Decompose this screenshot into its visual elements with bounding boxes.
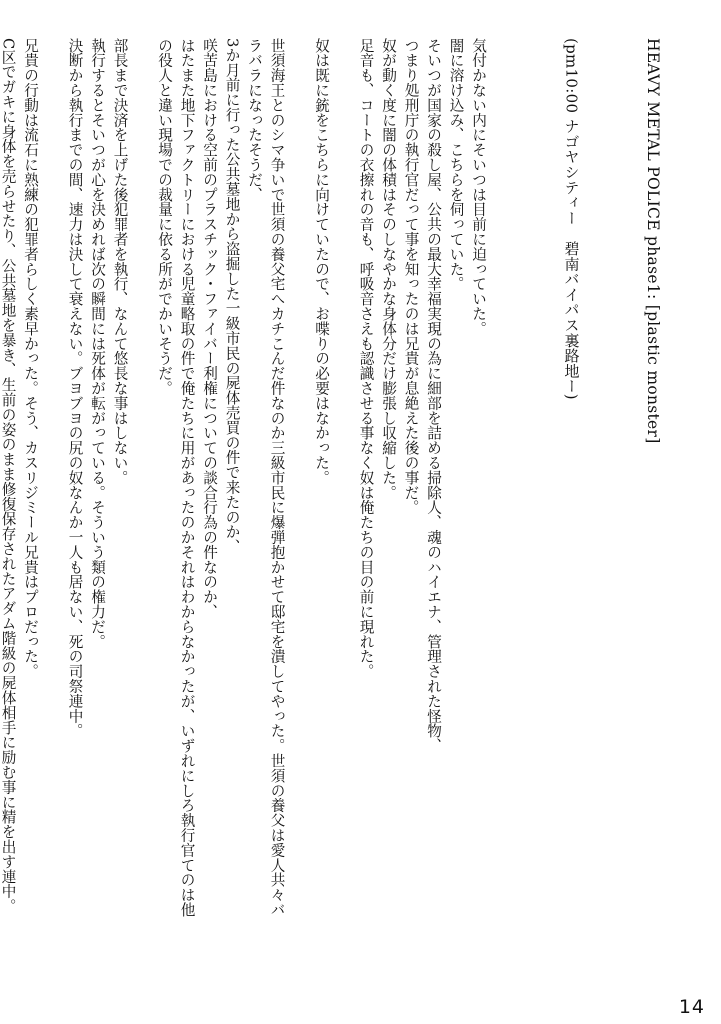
body-text: [0, 38, 489, 983]
paragraph: [153, 38, 288, 983]
paragraph: [310, 38, 333, 983]
text-line: 部長まで決済を上げた後犯罪者を執行、なんて悠長な事はしない。: [111, 38, 129, 485]
text-line: 気付かない内にそいつは目前に迫っていた。: [470, 38, 487, 336]
paragraph: [354, 38, 444, 983]
scene-heading: (pm10:00 ナゴヤシティー 碧南バイパス裏路地ー): [562, 38, 581, 400]
text-line: ラバラになったそうだ、: [246, 38, 263, 202]
vertical-text-block: [0, 38, 709, 983]
text-line: の役人と違い現場での裁量に依る所がでかいそうだ。: [156, 38, 173, 396]
text-line: 咲苦島における空前のプラスチック・ファイバー利権についての談合行為の件なのか、: [201, 38, 218, 620]
paragraph: [444, 38, 489, 983]
text-line: 闇に溶け込み、こちらを伺っていた。: [447, 38, 465, 292]
text-line: 兄貴の行動は流石に熟練の犯罪者らしく素早かった。そう、カスリジミール兄貴はプロだった。: [22, 38, 39, 679]
text-line: 足音も、コートの衣擦れの音も、呼吸音さえも認識させる事なく奴は俺たちの目の前に現れた。: [357, 38, 375, 679]
page-number: 14: [678, 996, 705, 1018]
paragraph: [63, 38, 131, 983]
text-line: 世須海王とのシマ争いで世須の養父宅へカチこんだ件なのか三級市民に爆弾抱かせて邸宅を潰してやった。世須の養父は愛人共々バ: [268, 38, 286, 918]
chapter-title: HEAVY METAL POLICE phase1: [plastic monster]: [644, 38, 662, 444]
text-line: 執行するとそいつが心を決めれば次の瞬間には死体が転がっている。そういう類の権力だ。: [89, 38, 106, 649]
paragraph: [0, 38, 41, 983]
text-line: C区でガキに身体を売らせたり、公共墓地を暴き、生前の姿のまま修復保存されたアダム階級の屍体相手に励む事に精を出す連中。: [0, 38, 17, 914]
text-line: つまり処刑庁の執行官だって事を知ったのは兄貴が息絶えた後の事だ。: [402, 38, 420, 515]
text-line: そいつが国家の殺し屋、公共の最大幸福実現の為に細部を詰める掃除人、魂のハイエナ、管理された怪物、: [425, 38, 442, 754]
text-line: 決断から執行までの間、速力は決して衰えない。ブヨブヨの尻の奴なんか一人も居ない、死の司祭連中。: [66, 38, 84, 739]
text-line: はたまた地下ファクトリーにおける児童略取の件で俺たちに用があったのかそれはわからなかったが、いずれにしろ執行官てのは他: [178, 38, 196, 918]
text-line: 奴が動く度に闇の体積はそのしなやかな身体分だけ膨張し収縮した。: [380, 38, 397, 500]
text-line: 3か月前に行った公共墓地から盗掘した一級市民の屍体売買の件で来たのか、: [223, 38, 241, 555]
text-line: 奴は既に銃をこちらに向けていたので、お喋りの必要はなかった。: [313, 38, 330, 485]
